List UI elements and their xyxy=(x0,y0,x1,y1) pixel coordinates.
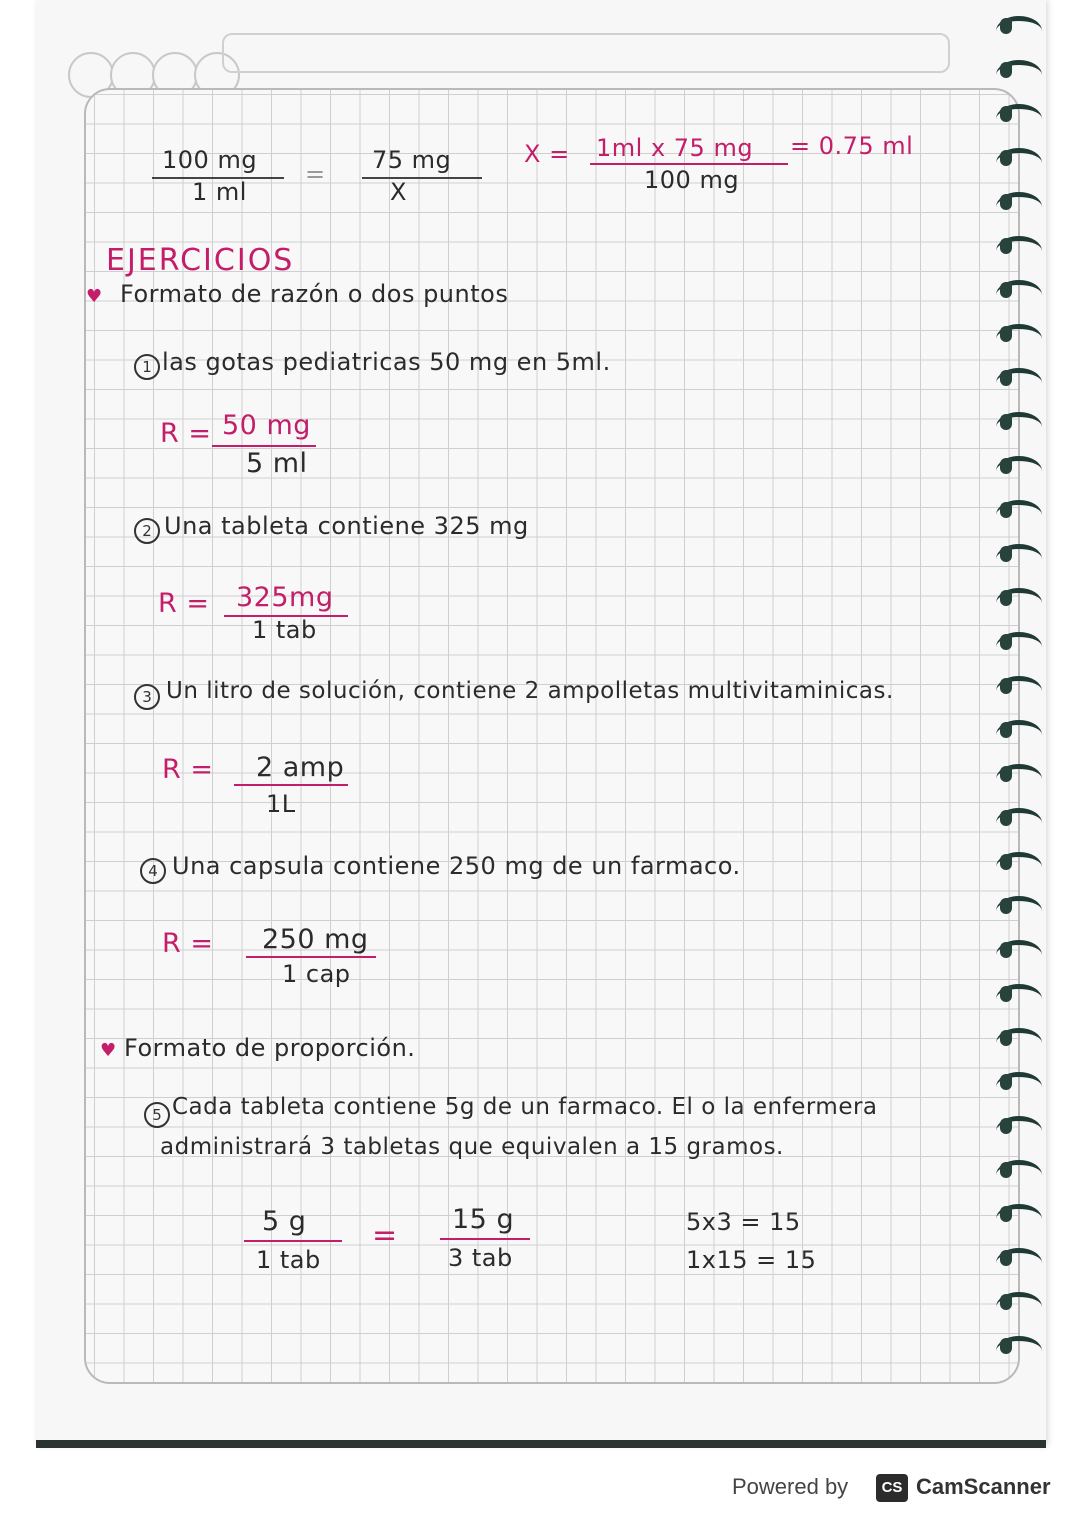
spiral-hook xyxy=(1000,986,1012,1002)
exercise-3-r-label: R = xyxy=(162,754,214,785)
spiral-ring xyxy=(986,538,1046,560)
spiral-hook xyxy=(1000,942,1012,958)
spiral-hook xyxy=(1000,590,1012,606)
exercise-number-1: 1 xyxy=(134,354,160,380)
spiral-ring xyxy=(986,98,1046,120)
spiral-hook xyxy=(1000,238,1012,254)
spiral-ring xyxy=(986,10,1046,32)
spiral-ring xyxy=(986,802,1046,824)
spiral-hook xyxy=(1000,898,1012,914)
spiral-ring xyxy=(986,318,1046,340)
exercise-number-5: 5 xyxy=(144,1102,170,1128)
exercise-3-frac-line xyxy=(234,784,348,786)
camscanner-logo-icon: CS xyxy=(876,1474,908,1502)
spiral-hook xyxy=(1000,1118,1012,1134)
exercise-4-denominator: 1 cap xyxy=(282,960,351,988)
spiral-hook xyxy=(1000,370,1012,386)
exercise-4-text: Una capsula contiene 250 mg de un farmaco. xyxy=(172,852,741,880)
example-frac3-den: 100 mg xyxy=(644,166,740,194)
spiral-hook xyxy=(1000,150,1012,166)
spiral-ring xyxy=(986,1330,1046,1352)
exercise-2-text: Una tableta contiene 325 mg xyxy=(164,512,529,540)
spiral-ring xyxy=(986,450,1046,472)
example-frac2-line xyxy=(362,177,482,179)
exercise-1-r-label: R = xyxy=(160,418,212,449)
spiral-ring xyxy=(986,582,1046,604)
spiral-hook xyxy=(1000,1162,1012,1178)
spiral-ring xyxy=(986,406,1046,428)
spiral-ring xyxy=(986,274,1046,296)
exercise-5-check-1: 5x3 = 15 xyxy=(686,1208,801,1236)
exercise-4-r-label: R = xyxy=(162,928,214,959)
example-frac1-den: 1 ml xyxy=(192,178,247,206)
exercise-number-3: 3 xyxy=(134,684,160,710)
exercise-1-frac-line xyxy=(212,445,316,447)
example-frac3-line xyxy=(590,163,788,165)
spiral-ring xyxy=(986,934,1046,956)
spiral-hook xyxy=(1000,194,1012,210)
exercise-2-r-label: R = xyxy=(158,588,210,619)
example-result: = 0.75 ml xyxy=(790,132,914,160)
spiral-hook xyxy=(1000,1074,1012,1090)
heart-bullet-icon: ♥ xyxy=(100,1040,117,1061)
exercise-5-equals: = xyxy=(372,1218,398,1253)
spiral-hook xyxy=(1000,854,1012,870)
spiral-hook xyxy=(1000,1030,1012,1046)
spiral-ring xyxy=(986,758,1046,780)
example-equals: = xyxy=(305,160,326,188)
exercise-3-text: Un litro de solución, contiene 2 ampolletas multivitaminicas. xyxy=(166,678,894,704)
spiral-ring xyxy=(986,626,1046,648)
spiral-hook xyxy=(1000,326,1012,342)
spiral-hook xyxy=(1000,810,1012,826)
spiral-ring xyxy=(986,1022,1046,1044)
example-frac3-num: 1ml x 75 mg xyxy=(596,134,754,162)
spiral-ring xyxy=(986,494,1046,516)
notebook-header-field xyxy=(222,33,950,73)
spiral-ring xyxy=(986,1198,1046,1220)
exercise-5-frac-a-line xyxy=(244,1240,342,1242)
spiral-hook xyxy=(1000,1250,1012,1266)
exercise-5-line1: Cada tableta contiene 5g de un farmaco. El o la enfermera xyxy=(172,1094,878,1120)
spiral-hook xyxy=(1000,634,1012,650)
exercise-4-numerator: 250 mg xyxy=(262,924,369,955)
exercise-1-numerator: 50 mg xyxy=(222,410,311,441)
example-x-eq: X = xyxy=(524,140,570,168)
exercise-number-2: 2 xyxy=(134,518,160,544)
spiral-hook xyxy=(1000,722,1012,738)
spiral-ring xyxy=(986,1110,1046,1132)
powered-by-label: Powered by xyxy=(732,1474,849,1499)
spiral-hook xyxy=(1000,1294,1012,1310)
exercise-5-frac-a-den: 1 tab xyxy=(256,1246,321,1274)
section-subtitle-proportion: Formato de proporción. xyxy=(124,1034,416,1062)
spiral-ring xyxy=(986,1286,1046,1308)
spiral-hook xyxy=(1000,62,1012,78)
spiral-hook xyxy=(1000,502,1012,518)
spiral-ring xyxy=(986,142,1046,164)
exercise-5-frac-b-den: 3 tab xyxy=(448,1244,513,1272)
spiral-ring xyxy=(986,1066,1046,1088)
spiral-hook xyxy=(1000,414,1012,430)
spiral-hook xyxy=(1000,106,1012,122)
spiral-ring xyxy=(986,890,1046,912)
spiral-ring xyxy=(986,54,1046,76)
page-edge-shadow xyxy=(36,1440,1046,1448)
example-frac2-den: X xyxy=(390,178,407,206)
exercise-5-frac-a-num: 5 g xyxy=(262,1206,307,1237)
exercise-2-denominator: 1 tab xyxy=(252,616,317,644)
spiral-ring xyxy=(986,1154,1046,1176)
section-subtitle-ratio: Formato de razón o dos puntos xyxy=(120,280,509,308)
spiral-hook xyxy=(1000,458,1012,474)
spiral-ring xyxy=(986,230,1046,252)
spiral-ring xyxy=(986,714,1046,736)
spiral-ring xyxy=(986,978,1046,1000)
section-title: EJERCICIOS xyxy=(106,243,295,278)
spiral-ring xyxy=(986,1242,1046,1264)
spiral-hook xyxy=(1000,678,1012,694)
camscanner-brand: CamScanner xyxy=(916,1474,1051,1499)
example-frac2-num: 75 mg xyxy=(372,146,452,174)
heart-bullet-icon: ♥ xyxy=(86,286,103,307)
spiral-hook xyxy=(1000,766,1012,782)
spiral-hook xyxy=(1000,18,1012,34)
spiral-ring xyxy=(986,362,1046,384)
exercise-1-text: las gotas pediatricas 50 mg en 5ml. xyxy=(162,348,611,376)
exercise-5-frac-b-line xyxy=(440,1238,530,1240)
spiral-ring xyxy=(986,670,1046,692)
exercise-5-check-2: 1x15 = 15 xyxy=(686,1246,817,1274)
spiral-ring xyxy=(986,846,1046,868)
spiral-hook xyxy=(1000,1338,1012,1354)
exercise-2-numerator: 325mg xyxy=(236,582,334,613)
spiral-hook xyxy=(1000,1206,1012,1222)
exercise-3-numerator: 2 amp xyxy=(256,752,345,783)
spiral-binding xyxy=(986,10,1056,1360)
exercise-5-line2: administrará 3 tabletas que equivalen a 15 gramos. xyxy=(160,1134,784,1160)
exercise-3-denominator: 1L xyxy=(266,790,296,818)
example-frac1-num: 100 mg xyxy=(162,146,258,174)
exercise-4-frac-line xyxy=(246,956,376,958)
exercise-1-denominator: 5 ml xyxy=(246,448,308,479)
exercise-5-frac-b-num: 15 g xyxy=(452,1204,515,1235)
spiral-hook xyxy=(1000,546,1012,562)
spiral-hook xyxy=(1000,282,1012,298)
exercise-number-4: 4 xyxy=(140,858,166,884)
spiral-ring xyxy=(986,186,1046,208)
